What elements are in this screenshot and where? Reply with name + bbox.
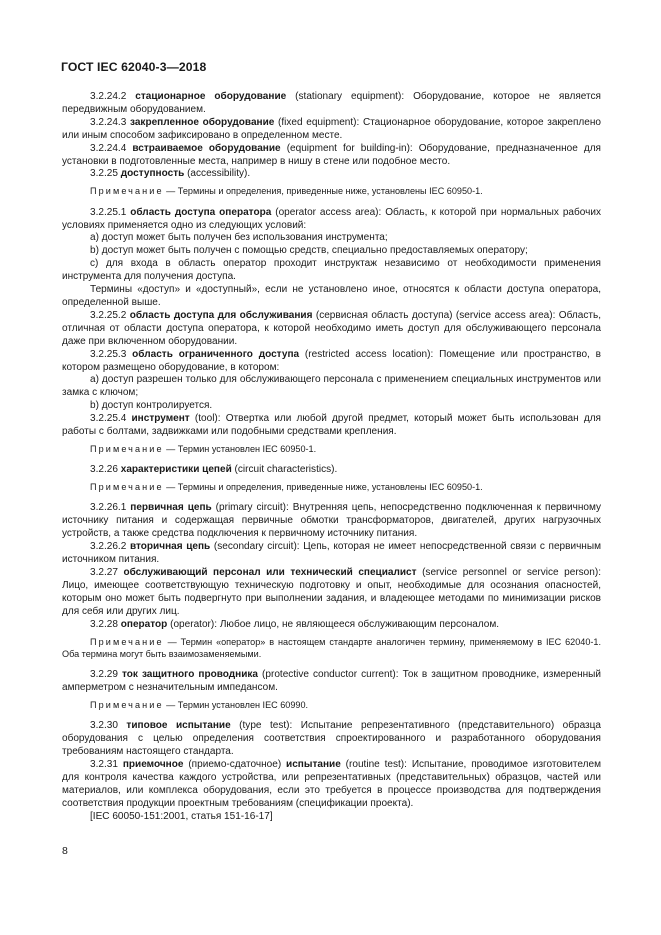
note-text: — Термин установлен IEC 60990. — [163, 699, 309, 710]
note — [62, 481, 601, 493]
note-label: Примечание — [90, 186, 164, 197]
note-text: — Термин установлен IEC 60950-1. — [163, 443, 317, 454]
note-label: Примечание — [90, 699, 164, 710]
term: стационарное оборудование — [135, 91, 287, 102]
definition-text: (service personnel or service person): Лицо, имеющее соответствующую техническую подготовку и опыт, необходимые для осознания опасностей, которым оно может быть подвергнуто при выполнении задания, и владеющее методами по минимизации рисков для себя или других лиц. — [62, 566, 601, 617]
definition-text: b) доступ может быть получен с помощью средств, специально предоставляемых оператору; — [90, 245, 528, 257]
term: вторичная цепь — [129, 541, 211, 553]
term: ток защитного проводника — [121, 669, 259, 681]
paragraph — [62, 400, 601, 413]
paragraph — [62, 245, 601, 258]
page-number: 8 — [62, 845, 68, 857]
definition-text: (operator access area): Область, к которой при нормальных рабочих условиях применяется одно из следующих условий: — [62, 206, 601, 231]
definition-text: c) для входа в область оператор проходит инструктаж независимо от необходимости применения инструмента для получения доступа. — [62, 258, 601, 283]
note-label: Примечание — [90, 443, 164, 454]
clause-number: 3.2.25.4 — [90, 413, 127, 425]
clause-number: 3.2.26.2 — [90, 541, 127, 553]
clause-number: 3.2.25.3 — [90, 348, 127, 360]
definition-text: Термины «доступ» и «доступный», если не установлено иное, относятся к области доступа оператора, определенной выше. — [62, 284, 601, 308]
note — [62, 185, 601, 197]
definition-text: a) доступ разрешен только для обслуживающего персонала с применением специальных инструментов или замка с ключом; — [62, 374, 601, 399]
clause-number: 3.2.30 — [90, 720, 118, 732]
note — [62, 443, 601, 455]
definition-text: (type test): Испытание репрезентативного (представительного) образца оборудования с целью определения соответствия спроектированного и разработанного оборудования требованиям настоящего стандарта. — [62, 720, 601, 758]
clause-number: 3.2.27 — [90, 566, 118, 578]
definition-text: (приемо-сдаточное) — [183, 758, 287, 770]
clause-number: 3.2.31 — [90, 758, 118, 770]
definition-text: [IEC 60050-151:2001, статья 151-16-17] — [90, 810, 273, 822]
term-definition — [62, 168, 601, 181]
term: область ограниченного доступа — [132, 348, 300, 360]
definition-text: (сервисная область доступа) (service access area): Область, отличная от области доступа оператора, к которой необходимо иметь доступ для обслуживающего персонала даже при включенном оборудовании. — [62, 309, 601, 347]
term: область доступа для обслуживания — [129, 309, 313, 321]
note-text: — Термин «оператор» в настоящем стандарте аналогичен термину, применяемому в IEC 62040-1. Оба термина могут быть взаимозаменяемыми. — [62, 636, 601, 659]
clause-number: 3.2.24.3 — [90, 116, 127, 128]
term: инструмент — [131, 413, 190, 425]
term-definition — [62, 759, 601, 811]
term-definition — [62, 91, 601, 117]
clause-number: 3.2.24.2 — [90, 91, 127, 102]
paragraph — [62, 811, 601, 824]
note-label: Примечание — [90, 636, 164, 647]
clause-number: 3.2.25.2 — [90, 309, 127, 321]
term: обслуживающий персонал или технический специалист — [123, 566, 417, 578]
term-definition — [62, 413, 601, 439]
term-definition — [62, 207, 601, 233]
definition-text: (routine test): Испытание, проводимое изготовителем для контроля качества каждого устройства, или репрезентативных (представительных) образцов, частей или материалов, или комплекса оборудования, если это требуется в процессе производства для подтверждения соответствия продукции проектным требованиям (спецификации проекта). — [62, 758, 601, 809]
term: область доступа оператора — [130, 206, 272, 218]
term-definition — [62, 619, 601, 632]
note-text: — Термины и определения, приведенные ниже, установлены IEC 60950-1. — [163, 482, 483, 493]
paragraph — [62, 284, 601, 310]
term: доступность — [120, 168, 185, 180]
clause-number: 3.2.24.4 — [90, 142, 127, 154]
definition-text: (primary circuit): Внутренняя цепь, непосредственно подключенная к первичному источнику питания и содержащая первичные обмотки трансформаторов, двигателей, других нагрузочных устройств, а также средства подключения к первичному источнику питания. — [62, 502, 601, 540]
note — [62, 699, 601, 711]
term: типовое испытание — [126, 720, 231, 732]
definition-text: (circuit characteristics). — [231, 464, 338, 476]
note-text: — Термины и определения, приведенные ниже, установлены IEC 60950-1. — [163, 186, 483, 197]
definition-text: a) доступ может быть получен без использования инструмента; — [90, 232, 388, 244]
definition-text: (restricted access location): Помещение или пространство, в котором размещено оборудование, в котором: — [62, 348, 601, 373]
clause-number: 3.2.26.1 — [90, 502, 127, 514]
paragraph — [62, 258, 601, 284]
clause-number: 3.2.25 — [90, 168, 118, 180]
paragraph — [62, 232, 601, 245]
clause-number: 3.2.29 — [90, 669, 118, 681]
term: испытание — [286, 758, 341, 770]
term-definition — [62, 502, 601, 541]
definition-text: (protective conductor current): Ток в защитном проводнике, измеренный амперметром с незначительным импедансом. — [62, 669, 601, 694]
term: первичная цепь — [130, 502, 212, 514]
definition-text: (tool): Отвертка или любой другой предмет, который может быть использован для работы с болтами, задвижками или подобными средствами крепления. — [62, 413, 602, 438]
note-label: Примечание — [90, 482, 164, 493]
clause-number: 3.2.28 — [90, 618, 118, 630]
term: характеристики цепей — [120, 464, 232, 476]
clause-number: 3.2.25.1 — [90, 206, 127, 218]
note — [62, 636, 601, 661]
term-definition — [62, 117, 601, 143]
term-definition — [62, 541, 601, 567]
term-definition — [62, 669, 601, 695]
document-body — [62, 91, 601, 823]
definition-text: (fixed equipment): Стационарное оборудование, которое закреплено или иным способом зафиксировано в определенном месте. — [62, 116, 602, 141]
term-definition — [62, 143, 601, 169]
term-definition — [62, 464, 601, 477]
definition-text: (accessibility). — [184, 168, 251, 180]
definition-text: (stationary equipment): Оборудование, которое не является передвижным оборудованием. — [62, 91, 601, 115]
term: оператор — [120, 618, 168, 630]
term-definition — [62, 310, 601, 349]
term-definition — [62, 567, 601, 619]
term-definition — [62, 349, 601, 375]
term: приемочное — [122, 758, 184, 770]
term-definition — [62, 720, 601, 759]
clause-number: 3.2.26 — [90, 464, 118, 476]
definition-text: b) доступ контролируется. — [90, 400, 213, 412]
definition-text: (secondary circuit): Цепь, которая не имеет непосредственной связи с первичным источником питания. — [62, 541, 601, 566]
term: встраиваемое оборудование — [132, 142, 281, 154]
definition-text: (equipment for building-in): Оборудование, предназначенное для установки в подготовленные места, например в нишу в стене или подобное место. — [62, 142, 602, 167]
term: закрепленное оборудование — [129, 116, 275, 128]
standard-header: ГОСТ IEC 62040-3—2018 — [61, 60, 207, 74]
definition-text: (operator): Любое лицо, не являющееся обслуживающим персоналом. — [167, 618, 500, 630]
paragraph — [62, 374, 601, 400]
